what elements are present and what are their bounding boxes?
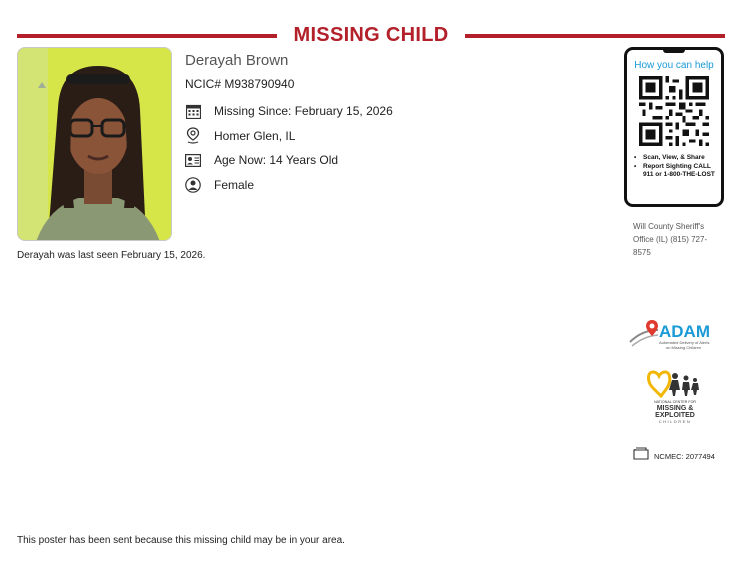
adam-logo bbox=[628, 318, 720, 354]
person-icon bbox=[185, 177, 201, 193]
last-seen-text: Derayah was last seen February 15, 2026. bbox=[17, 250, 206, 261]
map-pin-icon bbox=[185, 128, 201, 144]
calendar-icon bbox=[185, 103, 201, 119]
help-item-report: • Report Sighting CALL 911 or 1-800-THE-LOST bbox=[632, 163, 720, 179]
ncmec-line4: CHILDREN bbox=[658, 419, 692, 424]
missing-since-row bbox=[185, 99, 393, 124]
sex: Female bbox=[214, 177, 255, 192]
help-title: How you can help bbox=[634, 60, 714, 71]
location-row bbox=[185, 124, 393, 149]
adam-wordmark: ADAM bbox=[659, 322, 710, 341]
ncmec-case bbox=[633, 447, 715, 465]
help-list bbox=[632, 154, 720, 180]
sex-row bbox=[185, 173, 393, 198]
ncmec-line2: MISSING & bbox=[656, 405, 694, 412]
ncmec-line1: NATIONAL CENTER FOR bbox=[654, 400, 696, 404]
agency-contact: Will County Sheriff's Office (IL) (815) 727-8575 bbox=[633, 222, 708, 257]
help-item-share: • Scan, View, & Share bbox=[632, 154, 720, 162]
missing-since: Missing Since: February 15, 2026 bbox=[214, 104, 393, 119]
adam-tagline-2: on Missing Children bbox=[666, 345, 702, 350]
age-row bbox=[185, 148, 393, 173]
child-name: Derayah Brown bbox=[185, 52, 289, 69]
poster-footer: This poster has been sent because this missing child may be in your area. bbox=[17, 535, 345, 546]
folder-icon bbox=[633, 447, 649, 465]
header-rule-right bbox=[465, 34, 725, 38]
adam-tagline-1: Automated Delivery of Alerts bbox=[659, 340, 710, 345]
help-phone-card bbox=[624, 47, 724, 207]
phone-notch bbox=[663, 49, 685, 53]
age-now: Age Now: 14 Years Old bbox=[214, 153, 339, 168]
child-info bbox=[185, 52, 393, 197]
ncmec-case-number: NCMEC: 2077494 bbox=[654, 451, 715, 461]
poster-title: MISSING CHILD bbox=[293, 24, 449, 46]
child-photo bbox=[17, 47, 172, 241]
ncmec-logo bbox=[645, 368, 705, 428]
id-card-icon bbox=[185, 152, 201, 168]
ncmec-line3: EXPLOITED bbox=[655, 412, 695, 419]
last-location: Homer Glen, IL bbox=[214, 128, 296, 143]
qr-code[interactable] bbox=[639, 76, 709, 146]
ncic-number: NCIC# M938790940 bbox=[185, 77, 295, 91]
